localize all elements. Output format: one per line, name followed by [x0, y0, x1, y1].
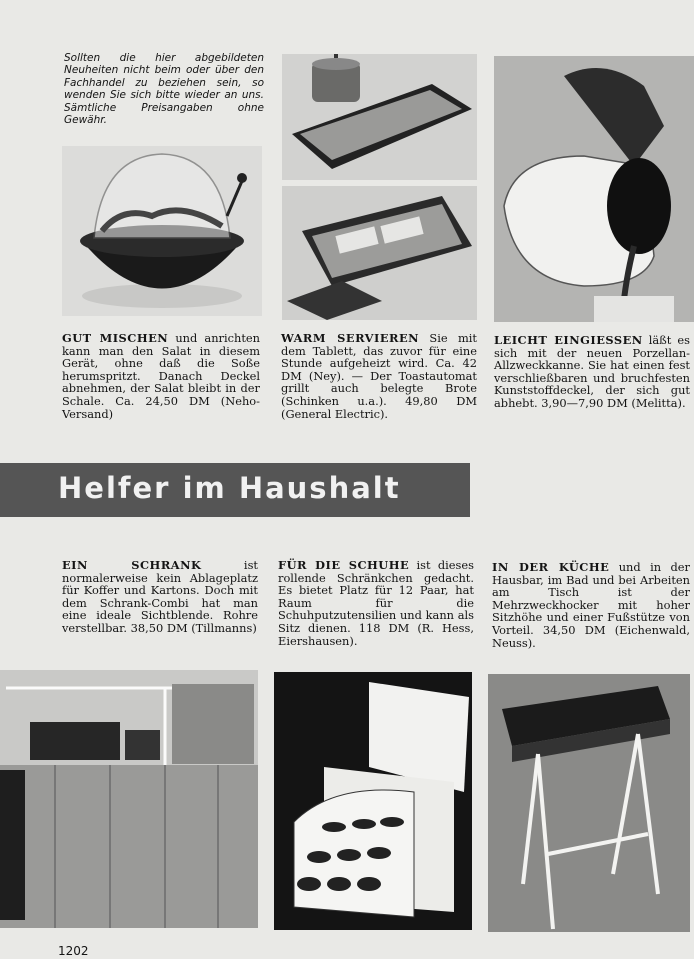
caption-lead: LEICHT EINGIESSEN	[494, 333, 643, 347]
caption-warming-tray	[281, 332, 477, 420]
caption-salad-mixer	[62, 332, 260, 420]
caption-text: ist normalerweise kein Ablageplatz für Koffer und Kartons. Doch mit dem Schrank-Combi hat man eine ideale Sichtblende. Rohre verstellbar. 38,50 DM (Tillmanns)	[62, 558, 258, 635]
caption-lead: EIN SCHRANK	[62, 558, 202, 572]
section-title: Helfer im Haushalt	[58, 471, 401, 505]
caption-lead: GUT MISCHEN	[62, 331, 169, 345]
page-number: 1202	[58, 944, 89, 958]
section-banner	[0, 463, 470, 517]
caption-text: Sie mit dem Tablett, das zuvor für eine Stunde aufgeheizt wird. Ca. 42 DM (Ney). — Der Toastautomat grillt auch belegte Brote (Schinken u.a.). 49,80 DM (General Electric).	[281, 331, 477, 421]
caption-jug	[494, 334, 690, 410]
caption-text: ist dieses rollende Schränkchen gedacht. Es bietet Platz für 12 Paar, hat Raum für die Schuhputzutensilien und kann als Sitz dienen. 118 DM (R. Hess, Eiershausen).	[278, 558, 474, 648]
caption-lead: IN DER KÜCHE	[492, 560, 610, 574]
intro-note: Sollten die hier abgebildeten Neuheiten nicht beim oder über den Fachhandel zu beziehen sein, so wenden Sie sich bitte wieder an uns. Sämtliche Preisangaben ohne Gewähr.	[64, 52, 264, 127]
caption-shoe-cabinet	[278, 559, 474, 647]
photo-toaster	[282, 186, 477, 320]
photo-jug	[494, 56, 694, 322]
caption-text: und anrichten kann man den Salat in diesem Gerät, ohne daß die Soße herumspritzt. Danach Deckel abnehmen, der Salat bleibt in der Schale. Ca. 24,50 DM (Neho-Versand)	[62, 331, 261, 421]
caption-stool	[492, 561, 690, 649]
caption-lead: FÜR DIE SCHUHE	[278, 558, 410, 572]
caption-text: und in der Hausbar, im Bad und bei Arbeiten am Tisch ist der Mehrzweckhocker mit hoher Sitzhöhe und einer Fußstütze von Vorteil. 34,50 DM (Eichenwald, Neuss).	[492, 560, 690, 650]
photo-cabinet	[0, 670, 258, 928]
photo-salad-bowl	[62, 146, 262, 316]
caption-text: läßt es sich mit der neuen Porzellan-Allzweckkanne. Sie hat einen fest verschließbaren und bruchfesten Kunststoffdeckel, der sich gut abhebt. 3,90—7,90 DM (Melitta).	[494, 333, 691, 410]
photo-shoe-cabinet	[274, 672, 472, 930]
caption-cabinet	[62, 559, 258, 635]
photo-warming-tray	[282, 54, 477, 180]
caption-lead: WARM SERVIEREN	[281, 331, 420, 345]
photo-stool	[488, 674, 690, 932]
